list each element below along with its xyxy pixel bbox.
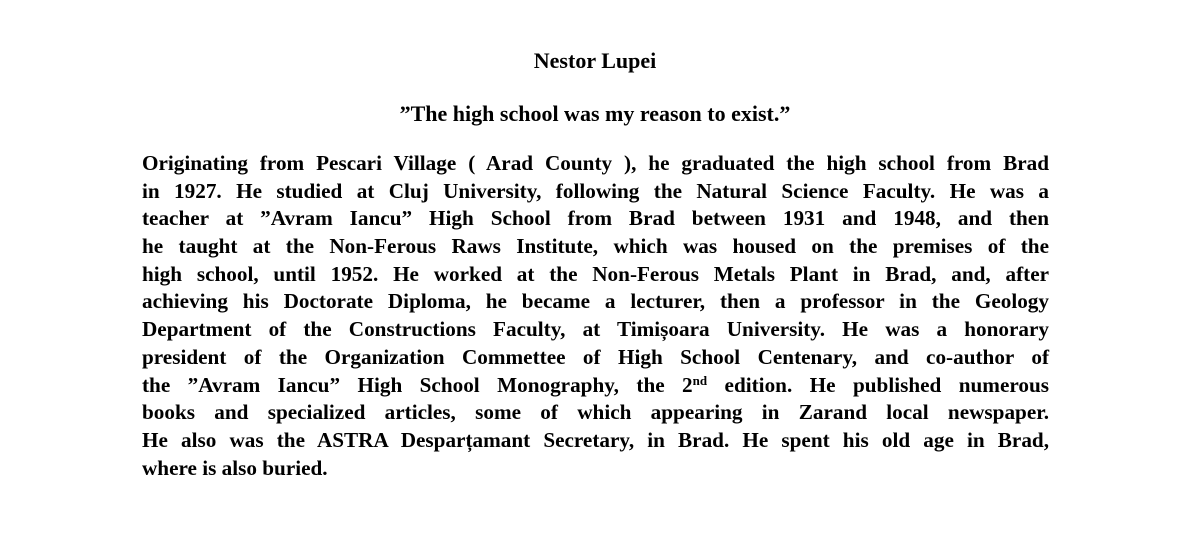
paragraph-line: achieving his Doctorate Diploma, he became a lecturer, then a professor in the Geology xyxy=(142,289,1049,314)
paragraph-line xyxy=(142,372,1049,400)
paragraph-line: books and specialized articles, some of which appearing in Zarand local newspaper. xyxy=(142,400,1049,425)
document-quote: ”The high school was my reason to exist.” xyxy=(399,101,791,126)
biography-paragraph xyxy=(142,150,1049,482)
paragraph-line: in 1927. He studied at Cluj University, following the Natural Science Faculty. He was a xyxy=(142,178,1049,203)
paragraph-line: teacher at ”Avram Iancu” High School from Brad between 1931 and 1948, and then xyxy=(142,206,1049,231)
paragraph-line: Originating from Pescari Village ( Arad County ), he graduated the high school from Brad xyxy=(142,151,1049,175)
line-text-after-superscript: edition. He published numerous xyxy=(707,372,1049,397)
paragraph-line: high school, until 1952. He worked at the Non-Ferous Metals Plant in Brad, and, after xyxy=(142,261,1049,286)
paragraph-line-last: where is also buried. xyxy=(142,455,328,480)
paragraph-line: he taught at the Non-Ferous Raws Institute, which was housed on the premises of the xyxy=(142,234,1049,259)
paragraph-line: Department of the Constructions Faculty, at Timișoara University. He was a honorary xyxy=(142,317,1049,342)
document-title: Nestor Lupei xyxy=(533,48,657,73)
paragraph-line: president of the Organization Commettee of High School Centenary, and co-author of xyxy=(142,344,1049,369)
ordinal-superscript: nd xyxy=(692,372,708,388)
line-text-before-superscript: the ”Avram Iancu” High School Monography, the 2 xyxy=(142,372,693,397)
paragraph-line: He also was the ASTRA Desparțamant Secretary, in Brad. He spent his old age in Brad, xyxy=(142,427,1049,452)
